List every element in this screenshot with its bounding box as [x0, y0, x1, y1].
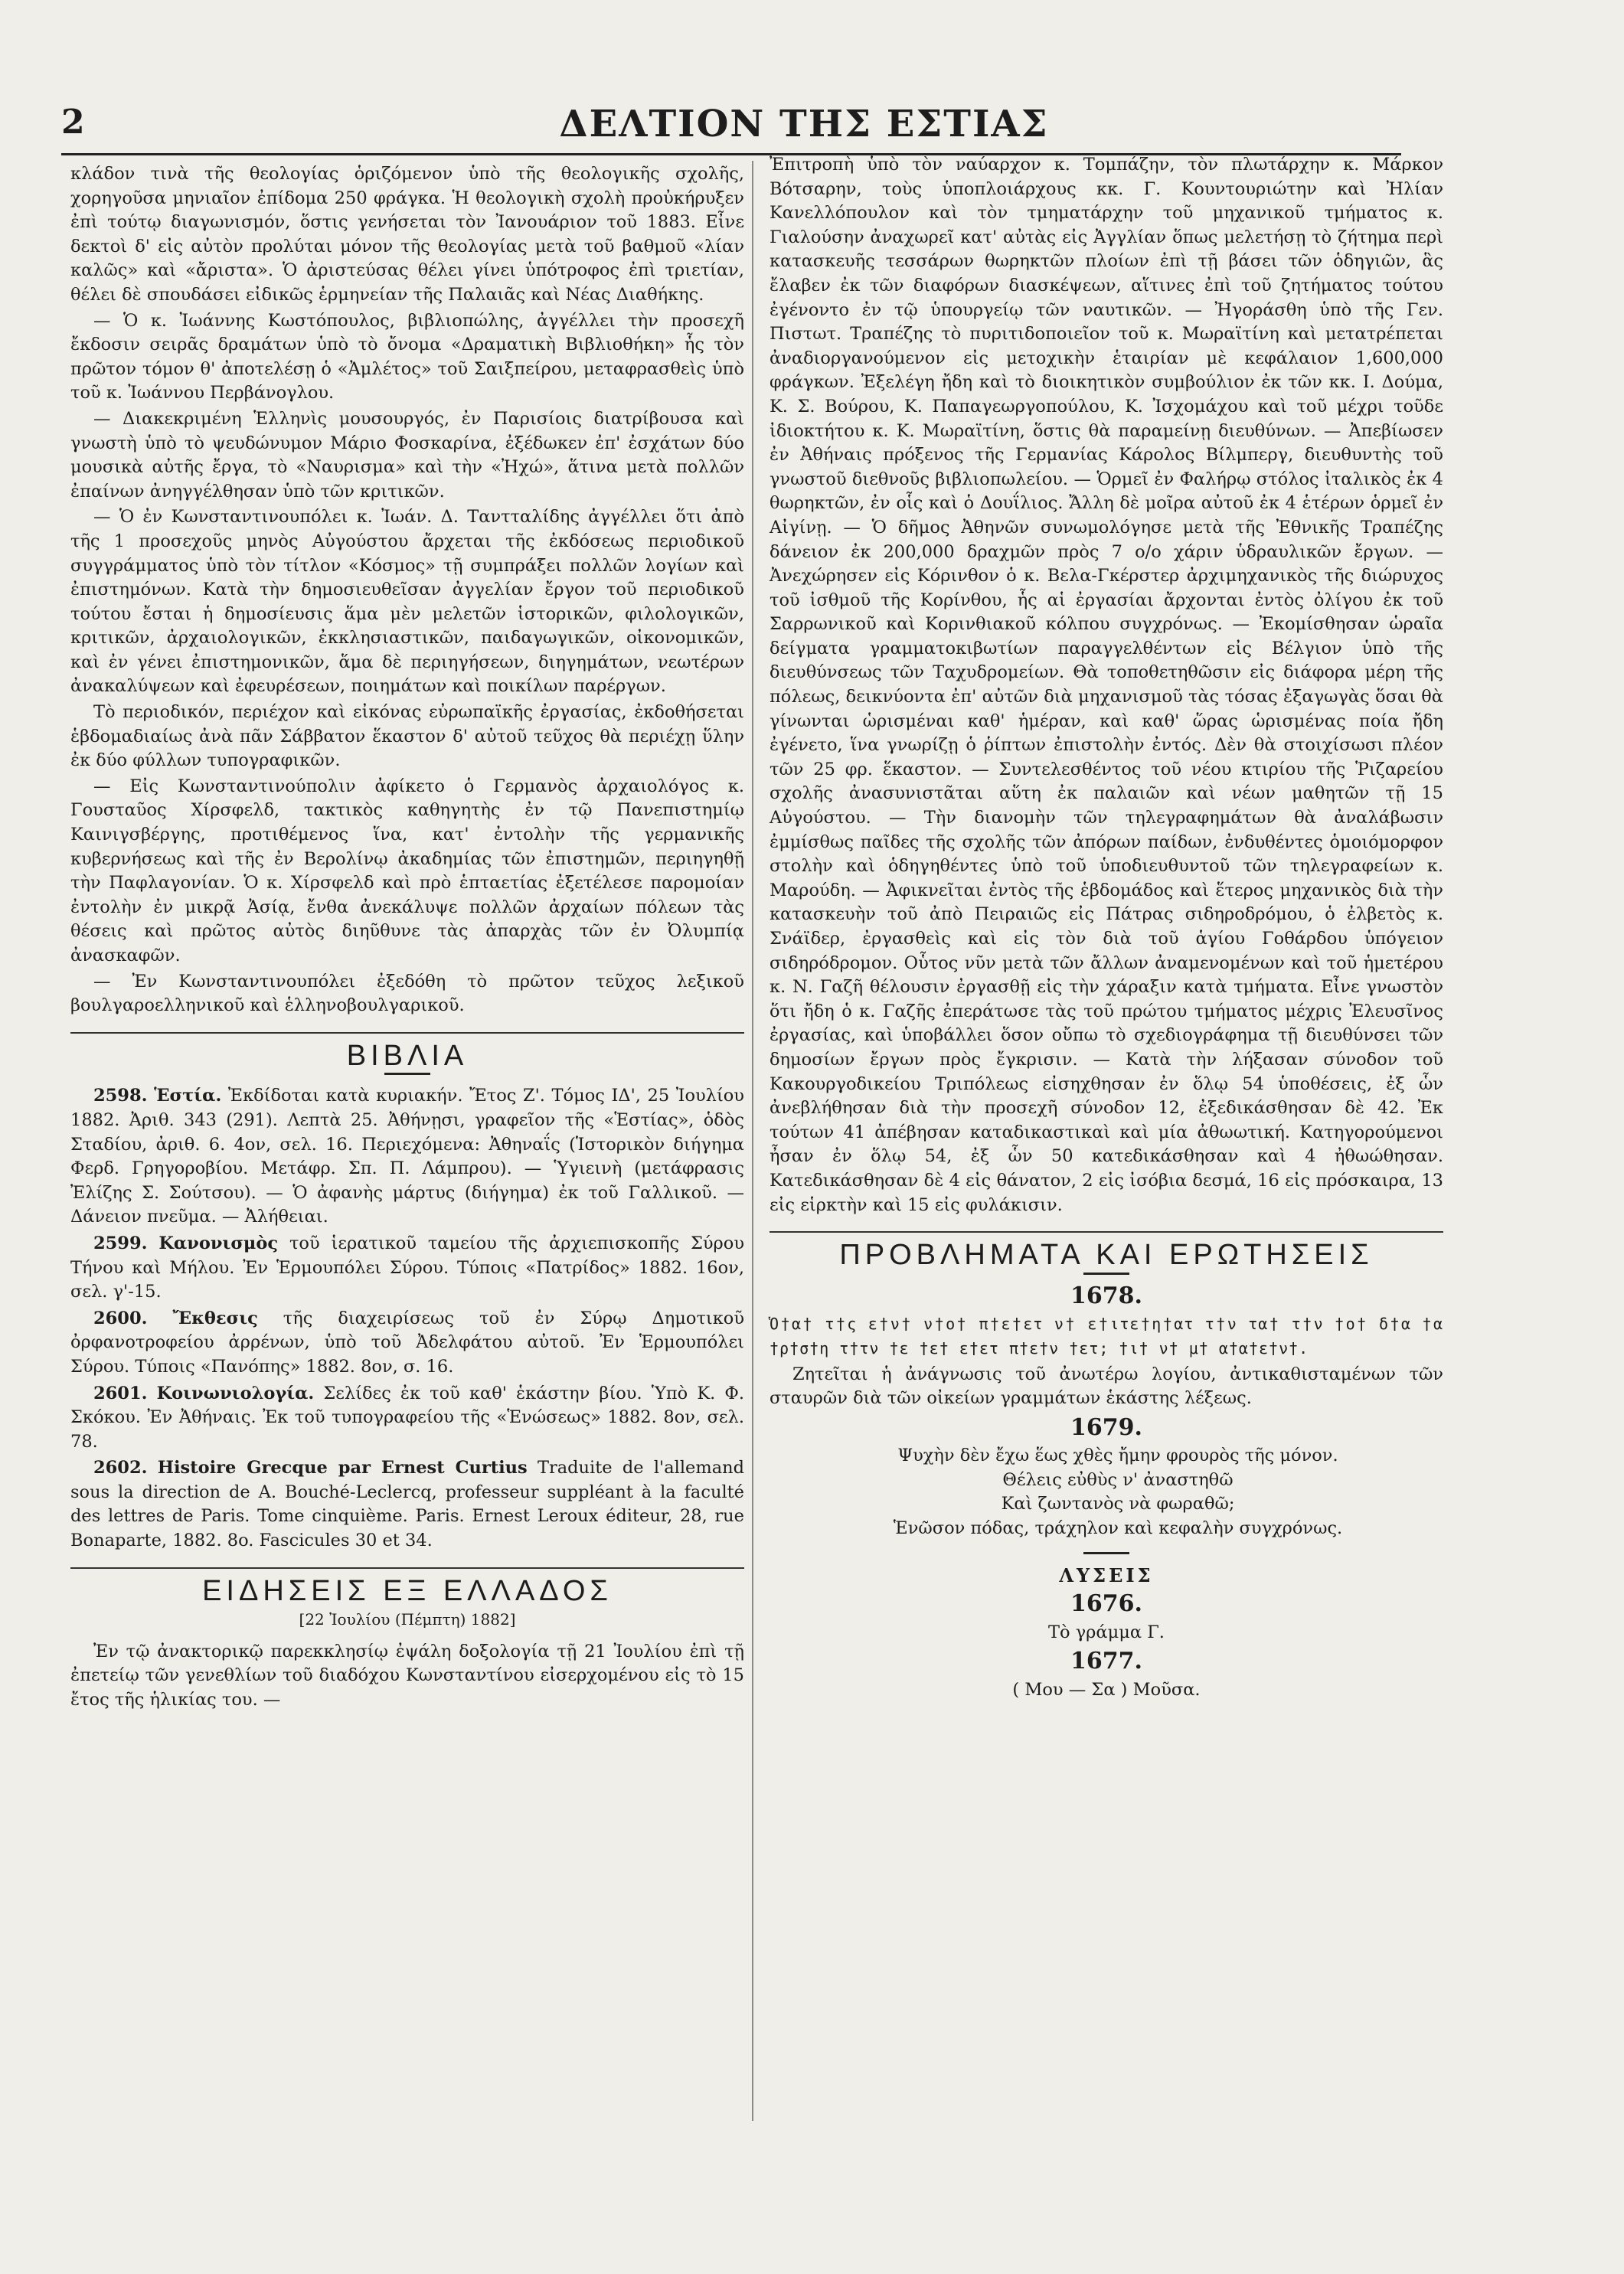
article-paragraph: — Ἐν Κωνσταντινουπόλει ἐξεδόθη τὸ πρῶτον τεῦχος λεξικοῦ βουλγαροελληνικοῦ καὶ ἑλληνοβουλγαρικοῦ. — [70, 971, 744, 1016]
article-paragraph: Τὸ περιοδικόν, περιέχον καὶ εἰκόνας εὐρωπαϊκῆς ἐργασίας, ἐκδοθήσεται ἑβδομαδιαίως ἀνὰ πᾶν Σάββατον ἕκαστον δ' αὐτοῦ τεῦχος θὰ περιέχῃ ὕλην ἐκ δύο φύλλων τυπογραφικῶν. — [70, 702, 744, 771]
title-underline — [384, 1073, 430, 1075]
problem-number: 1679. — [1070, 1413, 1142, 1441]
book-entry-text: τῆς διαχειρίσεως τοῦ ἐν Σύρῳ Δημοτικοῦ ὀρφανοτροφείου ἀρρένων, ὑπὸ τοῦ Ἀδελφάτου αὐτοῦ. Ἐν Ἑρμουπόλει Σύρου. Τύποις «Πανόπης» 1882. 8ον, σ. 16. — [70, 1308, 744, 1377]
problem-number: 1678. — [1070, 1282, 1142, 1309]
book-entry-number: 2600. — [93, 1308, 148, 1328]
article-paragraph: — Διακεκριμένη Ἑλληνὶς μουσουργός, ἐν Παρισίοις διατρίβουσα καὶ γνωστὴ ὑπὸ τὸ ψευδώνυμον Μάριο Φοσκαρίνα, ἐξέδωκεν ἐπ' ἐσχάτων δύο μουσικὰ αὐτῆς ἔργα, τὸ «Ναυρισμα» καὶ τὴν «Ἠχώ», ἅτινα μετὰ πολλῶν ἐπαίνων ἀνηγγέλθησαν ὑπὸ τῶν κριτικῶν. — [70, 408, 744, 502]
article-paragraph: κλάδον τινὰ τῆς θεολογίας ὁριζόμενον ὑπὸ τῆς θεολογικῆς σχολῆς, χορηγοῦσα μηνιαῖον ἐπίδομα 250 φράγκα. Ἡ θεολογικὴ σχολὴ προὐκήρυξεν ἐπὶ τούτῳ διαγωνισμόν, ὅστις γενήσεται τὸν Ἰανουάριον τοῦ 1883. Εἶνε δεκτοὶ δ' εἰς αὐτὸν προλύται μόνον τῆς θεολογίας μετὰ τοῦ βαθμοῦ «λίαν καλῶς» καὶ «ἄριστα». Ὁ ἀριστεύσας θέλει γίνει ὑπότροφος ἐπὶ τριετίαν, θέλει δὲ σπουδάσει εἰδικῶς ἑρμηνείαν τῆς Παλαιᾶς καὶ Νέας Διαθήκης. — [70, 164, 744, 305]
books-section-title: ΒΙΒΛΙΑ — [346, 1039, 469, 1072]
left-column — [70, 162, 744, 1714]
problems-section-title: ΠΡΟΒΛΗΜΑΤΑ ΚΑΙ ΕΡΩΤΗΣΕΙΣ — [839, 1239, 1374, 1272]
book-entry — [70, 1382, 744, 1455]
book-entry-title: Ἔκθεσις — [172, 1308, 258, 1328]
article-paragraph: — Ὁ κ. Ἰωάννης Κωστόπουλος, βιβλιοπώλης, ἀγγέλλει τὴν προσεχῆ ἔκδοσιν σειρᾶς δραμάτων ὑπὸ τὸ ὄνομα «Δραματικὴ Βιβλιοθήκη» ἧς τὸν πρῶτον τόμον θ' ἀποτελέσῃ ὁ «Ἀμλέτος» τοῦ Σαιξπείρου, μεταφρασθεὶς ὑπὸ τοῦ κ. Ἰωάννου Περβάνογλου. — [70, 310, 744, 404]
title-underline — [1083, 1273, 1129, 1275]
book-entry-number: 2599. — [93, 1233, 148, 1253]
section-divider — [70, 1567, 744, 1569]
right-column — [770, 153, 1443, 1703]
solutions-title: ΛΥΣΕΙΣ — [1059, 1563, 1154, 1586]
cipher-puzzle: Ὁ†α† τ†ς ε†ν† ν†ο† π†ε†ετ ν† ε†ιτε†η†ατ τ†ν τα† τ†ν †ο† δ†α †α †ρ†σ†η τ†τν †ε †ε† ε†ετ π†ε†ν †ετ; †ι† ν† μ† α†α†ε†ν†. — [770, 1315, 1443, 1358]
solution-number: 1677. — [1070, 1648, 1142, 1675]
solution-text: ( Μου — Σα ) Μοῦσα. — [1012, 1680, 1201, 1701]
book-entry — [70, 1456, 744, 1553]
page-number: 2 — [61, 103, 85, 142]
riddle-line: Ψυχὴν δὲν ἔχω ἕως χθὲς ἤμην φρουρὸς τῆς μόνον. — [897, 1446, 1338, 1466]
puzzle-instructions: Ζητεῖται ἡ ἀνάγνωσις τοῦ ἀνωτέρω λογίου, ἀντικαθισταμένων τῶν σταυρῶν διὰ τῶν οἰκείων γραμμάτων ἑκάστης λέξεως. — [770, 1364, 1443, 1409]
greece-news-date: [22 Ἰουλίου (Πέμπτη) 1882] — [299, 1610, 516, 1629]
book-entry — [70, 1307, 744, 1380]
solution-number: 1676. — [1070, 1590, 1142, 1618]
book-entry-number: 2598. — [93, 1086, 148, 1106]
solution-text: Τὸ γράμμα Γ. — [1048, 1622, 1165, 1642]
solutions-divider — [1083, 1552, 1129, 1554]
book-entry-title: Κοινωνιολογία. — [156, 1383, 315, 1403]
article-paragraph: — Ὁ ἐν Κωνσταντινουπόλει κ. Ἰωάν. Δ. Ταντταλίδης ἀγγέλλει ὅτι ἀπὸ τῆς 1 προσεχοῦς μηνὸς Αὐγούστου ἄρχεται τῆς ἐκδόσεως περιοδικοῦ συγγράμματος ὑπὸ τὸν τίτλον «Κόσμος» τῇ συμπράξει πολλῶν λογίων καὶ ἐπιστημόνων. Κατὰ τὴν δημοσιευθεῖσαν ἀγγελίαν ἔργον τοῦ περιοδικοῦ τούτου ἔσται ἡ δημοσίευσις ἅμα μὲν μελετῶν ἱστορικῶν, φιλολογικῶν, κριτικῶν, ἀρχαιολογικῶν, ἐκκλησιαστικῶν, παιδαγωγικῶν, οἰκονομικῶν, καὶ ἐν γένει ἐπιστημονικῶν, ἅμα δὲ περιηγήσεων, διηγημάτων, νεωτέρων ἀνακαλύψεων καὶ ἐφευρέσεων, ποιημάτων καὶ ποικίλων παρέργων. — [70, 507, 744, 697]
masthead-title: ΔΕΛΤΙΟΝ ΤΗΣ ΕΣΤΙΑΣ — [559, 103, 1049, 145]
section-divider — [770, 1231, 1443, 1233]
riddle-line: Θέλεις εὐθὺς ν' ἀναστηθῶ — [1002, 1469, 1234, 1490]
book-entry-text: Ἐκδίδοται κατὰ κυριακήν. Ἔτος Ζ'. Τόμος ΙΔ', 25 Ἰουλίου 1882. Ἀριθ. 343 (291). Λεπτὰ 25. Ἀθήνῃσι, γραφεῖον τῆς «Ἑστίας», ὁδὸς Σταδίου, ἀριθ. 6. 4ον, σελ. 16. Περιεχόμενα: Ἀθηναΐς (Ἱστορικὸν διήγημα Φερδ. Γρηγοροβίου. Μετάφρ. Σπ. Π. Λάμπρου). — Ὑγιεινὴ (μετάφρασις Ἐλίζης Σ. Σούτσου). — Ὁ ἀφανὴς μάρτυς (διήγημα) ἐκ τοῦ Γαλλικοῦ. — Δάνειον πνεῦμα. — Ἀλήθειαι. — [70, 1086, 744, 1227]
article-paragraph: Ἐπιτροπὴ ὑπὸ τὸν ναύαρχον κ. Τομπάζην, τὸν πλωτάρχην κ. Μάρκον Βότσαρην, τοὺς ὑποπλοιάρχους κκ. Γ. Κουντουριώτην καὶ Ἠλίαν Κανελλόπουλον καὶ τὸν τμηματάρχην τοῦ μηχανικοῦ τμήματος κ. Γιαλούσην ἀναχωρεῖ κατ' αὐτὰς εἰς Ἀγγλίαν ὅπως μελετήσῃ τὸ ζήτημα περὶ κατασκευῆς τεσσάρων θωρηκτῶν πλοίων ἐπὶ τῇ βάσει τῶν ὁδηγιῶν, ἃς ἔλαβεν ἐκ τῶν διαφόρων διασκέψεων, αἵτινες ἐπὶ τοῦ ζητήματος τούτου ἐγένοντο ἐν τῷ ὑπουργείῳ τῶν ναυτικῶν. — Ἠγοράσθη ὑπὸ τῆς Γεν. Πιστωτ. Τραπέζης τὸ πυριτιδοποιεῖον τοῦ κ. Μωραϊτίνη καὶ μετατρέπεται ἀναδιοργανούμενον εἰς μετοχικὴν ἑταιρίαν μὲ κεφάλαιον 1,600,000 φράγκων. Ἐξελέγη ἤδη καὶ τὸ διοικητικὸν συμβούλιον ἐκ τῶν κκ. Ι. Δούμα, Κ. Σ. Βούρου, Κ. Παπαγεωργοπούλου, Κ. Ἰσχομάχου καὶ τοῦ μέχρι τοῦδε ἰδιοκτήτου κ. Κ. Μωραϊτίνη, ὅστις θὰ παραμείνῃ διευθύνων. — Ἀπεβίωσεν ἐν Ἀθήναις πρόξενος τῆς Γερμανίας Κάρολος Βίλμπεργ, διευθυντὴς τοῦ γνωστοῦ διεθνοῦς βιβλιοπωλείου. — Ὁρμεῖ ἐν Φαλήρῳ στόλος ἰταλικὸς ἐκ 4 θωρηκτῶν, ἐν οἷς καὶ ὁ Δουΐλιος. Ἄλλη δὲ μοῖρα αὐτοῦ ἐκ 4 ἑτέρων ὁρμεῖ ἐν Αἰγίνῃ. — Ὁ δῆμος Ἀθηνῶν συνωμολόγησε μετὰ τῆς Ἐθνικῆς Τραπέζης δάνειον ἐκ 200,000 δραχμῶν πρὸς 7 ο/ο χάριν ὑδραυλικῶν ἔργων. — Ἀνεχώρησεν εἰς Κόρινθον ὁ κ. Βελα-Γκέρστερ ἀρχιμηχανικὸς τῆς διώρυχος τοῦ ἰσθμοῦ τῆς Κορίνθου, ἧς αἱ ἐργασίαι ἄρχονται ἐντὸς ὀλίγου ἐκ τοῦ Σαρρωνικοῦ καὶ Κορινθιακοῦ κόλπου συγχρόνως. — Ἐκομίσθησαν ὡραῖα δείγματα γραμματοκιβωτίων παραγγελθέντων εἰς Βέλγιον ὑπὸ τῆς διευθύνσεως τῶν Ταχυδρομείων. Θὰ τοποθετηθῶσιν εἰς διάφορα μέρη τῆς πόλεως, δεικνύοντα ἐπ' αὐτῶν διὰ μηχανισμοῦ τὰς τόσας ἐξαγωγὰς ὅσαι θὰ γίνωνται ὡρισμέναι καθ' ἡμέραν, καὶ καθ' ὥρας ὡρισμένας ποία ἤδη ἐγένετο, ἵνα γνωρίζῃ ὁ ῥίπτων ἐπιστολὴν ἐντός. Δὲν θὰ στοιχίσωσι πλέον τῶν 25 φρ. ἕκαστον. — Συντελεσθέντος τοῦ νέου κτιρίου τῆς Ῥιζαρείου σχολῆς ἀνασυνιστᾶται αὕτη ἐκ παλαιῶν καὶ νέων μαθητῶν τῇ 15 Αὐγούστου. — Τὴν διανομὴν τῶν τηλεγραφημάτων θὰ ἀναλάβωσιν ἐμμίσθως παῖδες τῆς σχολῆς τῶν ἀπόρων παίδων, ἐνδυθέντες ὁμοιόμορφον στολὴν καὶ ὁδηγηθέντες ὑπὸ τοῦ ὑποδιευθυντοῦ τῶν τηλεγραφείων κ. Μαρούδη. — Ἀφικνεῖται ἐντὸς τῆς ἑβδομάδος καὶ ἕτερος μηχανικὸς διὰ τὴν κατασκευὴν τοῦ ἀπὸ Πειραιῶς εἰς Πάτρας σιδηροδρόμου, ὁ ἐλβετὸς κ. Σνάϊδερ, ἐργασθεὶς καὶ εἰς τὸν διὰ τοῦ ἁγίου Γοθάρδου ὑπόγειον σιδηρόδρομον. Οὗτος νῦν μετὰ τῶν ἄλλων ἀναμενομένων καὶ τοῦ ἡμετέρου κ. Ν. Γαζῆ θέλουσιν ἐργασθῇ εἰς τὴν χάραξιν κατὰ τμήματα. Εἶνε γνωστὸν ὅτι ἤδη ὁ κ. Γαζῆς ἐπεράτωσε τὰς τοῦ πρώτου τμήματος μέχρις Ἐλευσῖνος ἐργασίας, καὶ ὑποβάλλει ὅσον οὔπω τὸ σχεδιογράφημα τῇ διευθύνσει τῶν δημοσίων ἔργων πρὸς ἔγκρισιν. — Κατὰ τὴν λήξασαν σύνοδον τοῦ Κακουργοδικείου Τριπόλεως εἰσηχθησαν ἐν ὅλῳ 54 ὑποθέσεις, ἐξ ὧν ἀνεβλήθησαν διὰ τὴν προσεχῆ σύνοδον 12, ἐξεδικάσθησαν δὲ 42. Ἐκ τούτων 41 ἀπέβησαν καταδικαστικαὶ καὶ μία ἀθωωτική. Κατηγορούμενοι ἦσαν ἐν ὅλῳ 54, ἐξ ὧν 50 κατεδικάσθησαν καὶ 4 ἠθωώθησαν. Κατεδικάσθησαν δὲ 4 εἰς θάνατον, 2 εἰς ἰσόβια δεσμά, 16 εἰς πρόσκαιρα, 13 εἰς εἱρκτὴν καὶ 15 εἰς φυλάκισιν. — [770, 155, 1443, 1215]
book-entry — [70, 1232, 744, 1305]
greece-news-paragraph: Ἐν τῷ ἀνακτορικῷ παρεκκλησίῳ ἐψάλη δοξολογία τῇ 21 Ἰουλίου ἐπὶ τῇ ἐπετείῳ τῶν γενεθλίων τοῦ διαδόχου Κωνσταντίνου εἰσερχομένου εἰς τὸ 15 ἔτος τῆς ἡλικίας του. — — [70, 1641, 744, 1710]
book-entry-title: Κανονισμὸς — [158, 1233, 279, 1253]
book-entry-number: 2601. — [93, 1383, 148, 1403]
book-entry-title: Histoire Grecque par Ernest Curtius — [157, 1458, 528, 1478]
book-entry-number: 2602. — [93, 1458, 148, 1478]
riddle-line: Καὶ ζωντανὸς νὰ φωραθῶ; — [1001, 1494, 1235, 1514]
book-entry-text: τοῦ ἱερατικοῦ ταμείου τῆς ἀρχιεπισκοπῆς Σύρου Τήνου καὶ Μήλου. Ἐν Ἑρμουπόλει Σύρου. Τύποις «Πατρίδος» 1882. 16ον, σελ. γ'-15. — [70, 1233, 744, 1302]
section-divider — [70, 1032, 744, 1034]
book-entry-title: Ἑστία. — [154, 1086, 222, 1106]
column-divider — [752, 161, 753, 2121]
article-paragraph: — Εἰς Κωνσταντινούπολιν ἀφίκετο ὁ Γερμανὸς ἀρχαιολόγος κ. Γουσταῦος Χίρσφελδ, τακτικὸς καθηγητὴς ἐν τῷ Πανεπιστημίῳ Καινιγσβέργης, προτιθέμενος ἵνα, κατ' ἐντολὴν τῆς γερμανικῆς κυβερνήσεως καὶ τῆς ἐν Βερολίνῳ ἀκαδημίας τῶν ἐπιστημῶν, περιηγηθῇ τὴν Παφλαγονίαν. Ὁ κ. Χίρσφελδ καὶ πρὸ ἑπταετίας ἐξετέλεσε παρομοίαν ἐντολὴν ἐν μικρᾷ Ἀσίᾳ, ἔνθα ἀνεκάλυψε πολλῶν ἀρχαίων πόλεων τὰς θέσεις καὶ πρῶτος αὐτὸς διηῦθυνε τὰς ἀπαρχὰς τῶν ἐν Ὀλυμπίᾳ ἀνασκαφῶν. — [70, 776, 744, 965]
book-entry-text: Σελίδες ἐκ τοῦ καθ' ἑκάστην βίου. Ὑπὸ Κ. Φ. Σκόκου. Ἐν Ἀθήναις. Ἐκ τοῦ τυπογραφείου τῆς «Ἑνώσεως» 1882. 8ον, σελ. 78. — [70, 1383, 744, 1452]
page-header — [61, 100, 1401, 155]
riddle-line: Ἑνῶσον πόδας, τράχηλον καὶ κεφαλὴν συγχρόνως. — [893, 1518, 1343, 1539]
greece-news-title: ΕΙΔΗΣΕΙΣ ΕΞ ΕΛΛΑΔΟΣ — [202, 1574, 613, 1607]
book-entry-text: Traduite de l'allemand sous la direction de A. Bouché-Leclercq, professeur suppléant à la faculté des lettres de Paris. Tome cinquième. Paris. Ernest Leroux éditeur, 28, rue Bonaparte, 1882. 8o. Fascicules 30 et 34. — [70, 1458, 745, 1551]
book-entry — [70, 1084, 744, 1230]
